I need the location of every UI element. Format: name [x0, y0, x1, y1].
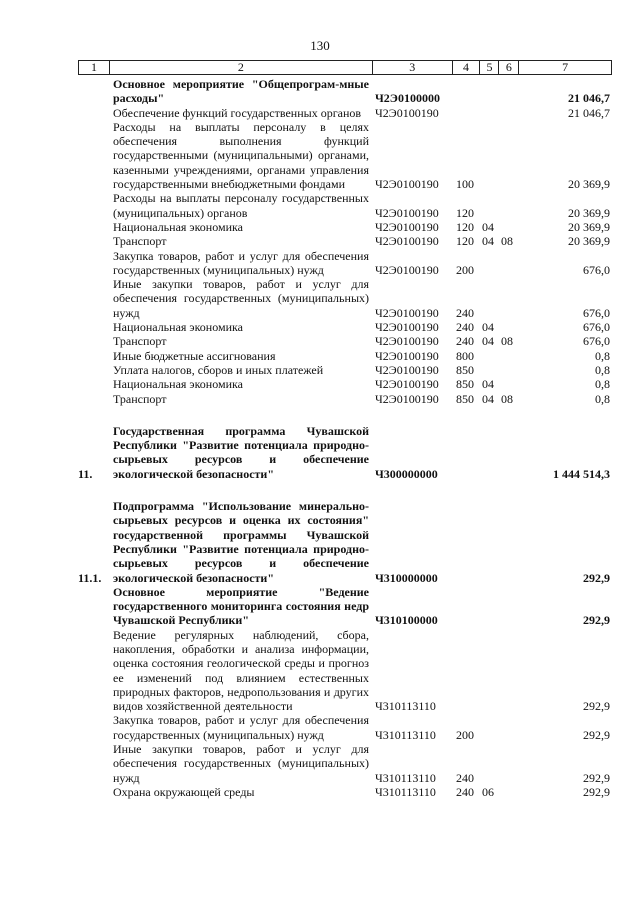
row-number: 11.1. — [78, 570, 102, 585]
table-row — [78, 106, 612, 120]
header-col-1: 1 — [79, 61, 110, 74]
row-target-code: Ч2Э0100190 — [375, 105, 439, 120]
row-amount: 0,8 — [595, 377, 610, 392]
row-target-code: Ч2Э0100190 — [375, 219, 439, 234]
table-row — [78, 499, 612, 585]
row-description: Иные закупки товаров, работ и услуг для обеспечения государственных (муниципальных) нужд — [113, 277, 369, 320]
row-description: Государственная программа Чувашской Республики "Развитие потенциала природно-сырьевых ресурсов и обеспечение экологической безопасности" — [113, 423, 369, 481]
row-subsection: 08 — [501, 334, 513, 349]
row-spacer — [78, 481, 612, 499]
table-row — [78, 349, 612, 363]
row-description: Иные бюджетные ассигнования — [113, 348, 276, 363]
row-target-code: Ч2Э0100190 — [375, 305, 439, 320]
table-row — [78, 363, 612, 377]
table-row — [78, 320, 612, 334]
row-amount: 676,0 — [583, 320, 610, 335]
table-header — [78, 60, 612, 75]
row-expense-type: 800 — [456, 348, 474, 363]
table-row — [78, 392, 612, 406]
table-row — [78, 628, 612, 714]
header-col-6: 6 — [499, 61, 519, 74]
table-row — [78, 585, 612, 628]
row-amount: 292,9 — [583, 770, 610, 785]
row-target-code: Ч310113110 — [375, 699, 436, 714]
row-expense-type: 200 — [456, 262, 474, 277]
table-row — [78, 277, 612, 320]
table-row — [78, 785, 612, 799]
row-amount: 0,8 — [595, 362, 610, 377]
row-description: Национальная экономика — [113, 377, 243, 392]
table-row — [78, 334, 612, 348]
table-row — [78, 234, 612, 248]
row-section: 04 — [482, 234, 494, 249]
row-description: Подпрограмма "Использование минерально-сырьевых ресурсов и оценка их состояния" государственной программы Чувашской Республики "Развитие потенциала природно-сырьевых ресурсов и обеспечение экологической безопасности" — [113, 499, 369, 585]
row-section: 04 — [482, 391, 494, 406]
row-amount: 292,9 — [583, 613, 610, 628]
row-amount: 676,0 — [583, 305, 610, 320]
row-description: Иные закупки товаров, работ и услуг для обеспечения государственных (муниципальных) нужд — [113, 742, 369, 785]
row-amount: 20 369,9 — [568, 205, 610, 220]
row-description: Основное мероприятие "Общепрограм-мные расходы" — [113, 77, 369, 106]
table-row — [78, 120, 612, 191]
row-target-code: Ч300000000 — [375, 466, 438, 481]
row-target-code: Ч310100000 — [375, 613, 438, 628]
row-amount: 676,0 — [583, 262, 610, 277]
row-expense-type: 240 — [456, 784, 474, 799]
table-row — [78, 742, 612, 785]
row-description: Расходы на выплаты персоналу государственных (муниципальных) органов — [113, 191, 369, 220]
row-amount: 1 444 514,3 — [553, 466, 610, 481]
row-section: 04 — [482, 377, 494, 392]
row-target-code: Ч2Э0100190 — [375, 348, 439, 363]
row-target-code: Ч2Э0100190 — [375, 362, 439, 377]
row-description: Обеспечение функций государственных органов — [113, 105, 362, 120]
row-target-code: Ч2Э0100190 — [375, 377, 439, 392]
row-description: Транспорт — [113, 334, 167, 349]
table-row — [78, 249, 612, 278]
row-target-code: Ч310113110 — [375, 784, 436, 799]
row-description: Транспорт — [113, 234, 167, 249]
row-target-code: Ч310113110 — [375, 770, 436, 785]
row-expense-type: 120 — [456, 205, 474, 220]
row-expense-type: 240 — [456, 305, 474, 320]
row-target-code: Ч2Э0100190 — [375, 391, 439, 406]
row-target-code: Ч2Э0100190 — [375, 334, 439, 349]
table-row — [78, 191, 612, 220]
table-row — [78, 713, 612, 742]
row-section: 04 — [482, 320, 494, 335]
row-description: Закупка товаров, работ и услуг для обеспечения государственных (муниципальных) нужд — [113, 248, 369, 277]
row-expense-type: 240 — [456, 334, 474, 349]
table-row — [78, 77, 612, 106]
row-description: Транспорт — [113, 391, 167, 406]
header-col-7: 7 — [562, 60, 569, 74]
row-amount: 676,0 — [583, 334, 610, 349]
row-description: Основное мероприятие "Ведение государственного мониторинга состояния недр Чувашской Республики" — [113, 584, 369, 628]
table-row — [78, 377, 612, 391]
row-target-code: Ч2Э0100190 — [375, 262, 439, 277]
header-col-2: 2 — [110, 61, 373, 74]
row-description: Ведение регулярных наблюдений, сбора, накопления, обработки и анализа информации, оценка состояния геологической среды и прогноз ее изменений под влиянием естественных природных факторов, недропользования и других видов хозяйственной деятельности — [113, 627, 369, 714]
row-section: 04 — [482, 219, 494, 234]
row-number: 11. — [78, 466, 93, 481]
row-section: 04 — [482, 334, 494, 349]
row-target-code: Ч2Э0100000 — [375, 91, 440, 106]
row-description: Охрана окружающей среды — [113, 784, 255, 799]
row-amount: 292,9 — [583, 784, 610, 799]
row-subsection: 08 — [501, 391, 513, 406]
row-amount: 292,9 — [583, 699, 610, 714]
row-expense-type: 240 — [456, 320, 474, 335]
budget-table-body — [78, 77, 612, 799]
row-amount: 21 046,7 — [568, 91, 610, 106]
row-expense-type: 850 — [456, 362, 474, 377]
table-row — [78, 424, 612, 481]
row-amount: 0,8 — [595, 391, 610, 406]
row-amount: 20 369,9 — [568, 219, 610, 234]
row-expense-type: 850 — [456, 391, 474, 406]
row-target-code: Ч2Э0100190 — [375, 234, 439, 249]
row-expense-type: 240 — [456, 770, 474, 785]
row-target-code: Ч310113110 — [375, 727, 436, 742]
row-section: 06 — [482, 784, 494, 799]
row-target-code: Ч2Э0100190 — [375, 320, 439, 335]
row-target-code: Ч2Э0100190 — [375, 205, 439, 220]
row-description: Национальная экономика — [113, 219, 243, 234]
row-subsection: 08 — [501, 234, 513, 249]
row-target-code: Ч310000000 — [375, 570, 438, 585]
row-expense-type: 200 — [456, 727, 474, 742]
row-description: Расходы на выплаты персоналу в целях обеспечения выполнения функций государственными (муниципальными) органами, казенными учреждениями, органами управления государственными внебюджетными фондами — [113, 119, 369, 192]
row-amount: 292,9 — [583, 727, 610, 742]
page-number: 130 — [310, 38, 330, 53]
row-expense-type: 120 — [456, 219, 474, 234]
row-amount: 20 369,9 — [568, 177, 610, 192]
row-amount: 21 046,7 — [568, 105, 610, 120]
row-expense-type: 120 — [456, 234, 474, 249]
row-amount: 20 369,9 — [568, 234, 610, 249]
row-expense-type: 100 — [456, 177, 474, 192]
row-description: Закупка товаров, работ и услуг для обеспечения государственных (муниципальных) нужд — [113, 713, 369, 742]
row-spacer — [78, 406, 612, 424]
row-description: Уплата налогов, сборов и иных платежей — [113, 362, 324, 377]
row-description: Национальная экономика — [113, 320, 243, 335]
header-col-5: 5 — [480, 61, 499, 74]
row-target-code: Ч2Э0100190 — [375, 177, 439, 192]
table-row — [78, 220, 612, 234]
header-col-3: 3 — [373, 61, 453, 74]
row-amount: 292,9 — [583, 570, 610, 585]
row-expense-type: 850 — [456, 377, 474, 392]
row-amount: 0,8 — [595, 348, 610, 363]
header-col-4: 4 — [453, 61, 481, 74]
